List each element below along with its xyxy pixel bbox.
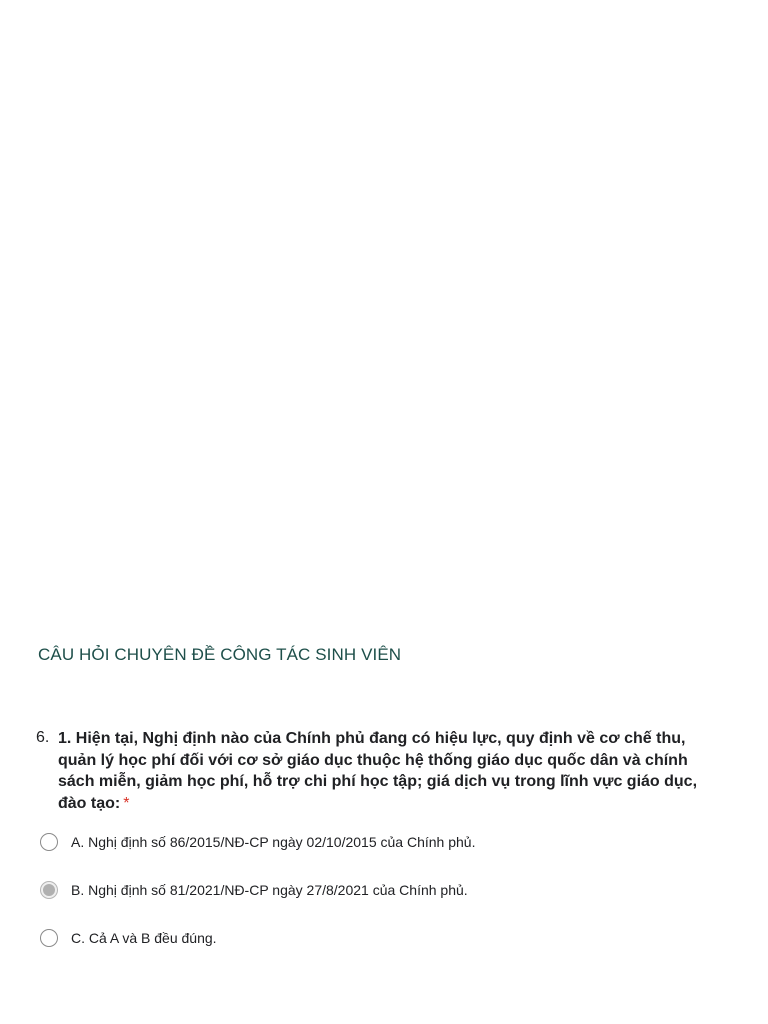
- question-number: 6.: [36, 729, 50, 746]
- question-text: 1. Hiện tại, Nghị định nào của Chính phủ đang có hiệu lực, quy định về cơ chế thu, quản lý học phí đối với cơ sở giáo dục thuộc hệ thống giáo dục quốc dân và chính sách miễn, giảm học phí, hỗ trợ chi phí học tập; giá dịch vụ trong lĩnh vực giáo dục, đào tạo:: [58, 730, 698, 812]
- option-b[interactable]: [40, 879, 720, 901]
- option-c-label: C. Cả A và B đều đúng.: [71, 930, 217, 946]
- option-a-label: A. Nghị định số 86/2015/NĐ-CP ngày 02/10/2015 của Chính phủ.: [71, 834, 476, 850]
- option-c[interactable]: [40, 927, 720, 949]
- option-b-label: B. Nghị định số 81/2021/NĐ-CP ngày 27/8/2021 của Chính phủ.: [71, 882, 468, 898]
- radio-button-b[interactable]: [40, 881, 58, 899]
- radio-button-c[interactable]: [40, 929, 58, 947]
- answer-options: [40, 831, 720, 975]
- section-title: CÂU HỎI CHUYÊN ĐỀ CÔNG TÁC SINH VIÊN: [38, 645, 402, 664]
- question-block: [36, 728, 726, 814]
- required-marker: *: [123, 794, 130, 812]
- question-text-wrapper: [58, 728, 726, 814]
- option-a[interactable]: [40, 831, 720, 853]
- radio-selected-dot: [43, 884, 55, 896]
- radio-button-a[interactable]: [40, 833, 58, 851]
